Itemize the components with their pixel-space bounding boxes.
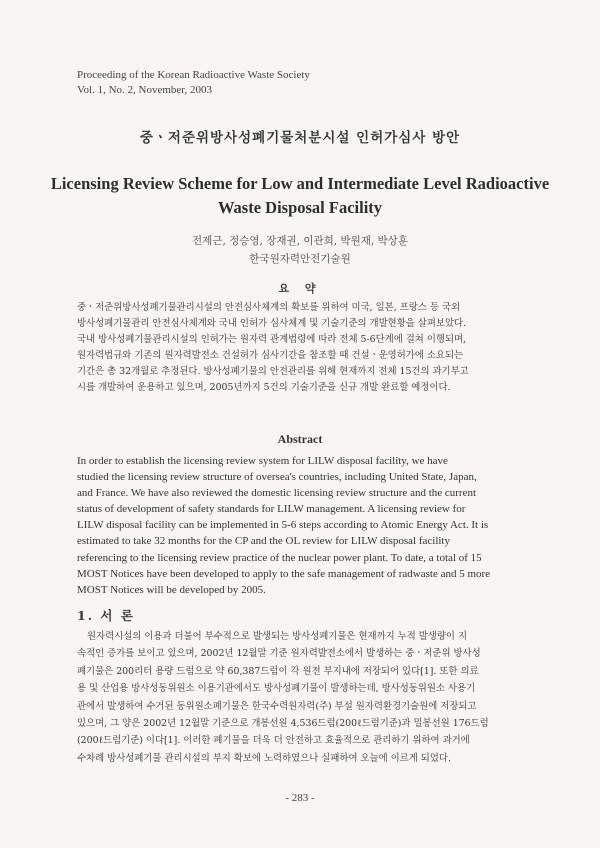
affiliation: 한국원자력안전기술원 (249, 253, 351, 265)
korean-abstract-line: 원자력법규와 기존의 원자력발전소 건설허가 심사기간을 참조할 때 건설ㆍ운영허가에 소요되는 (77, 350, 464, 361)
english-title (0, 172, 600, 220)
intro-line: 원자력시설의 이용과 더불어 부수적으로 발생되는 방사성폐기물은 현재까지 누적 발생량이 지 (87, 631, 468, 642)
korean-abstract-line: 방사성폐기물관리 안전심사체계와 국내 인허가 심사체계 및 기술기준의 개발현황을 살펴보았다. (77, 318, 467, 329)
korean-abstract-line: 기간은 총 32개월로 추정된다. 방사성폐기물의 안전관리를 위해 현재까지 전체 15건의 과기부고 (77, 366, 469, 377)
section-1-heading: 1. 서 론 (77, 608, 135, 623)
korean-title: 중ㆍ저준위방사성폐기물처분시설 인허가심사 방안 (139, 130, 461, 146)
intro-line: 속적인 증가를 보이고 있으며, 2002년 12월말 기준 원자력발전소에서 발생하는 중ㆍ저준위 방사성 (77, 648, 481, 660)
korean-abstract-heading: 요 약 (278, 282, 322, 295)
intro-line: 있으며, 그 양은 2002년 12월말 기준으로 개봉선원 4,536드럼(200ℓ드럼기준)과 밀봉선원 176드럼 (77, 718, 489, 730)
english-title-line-2: Waste Disposal Facility (217, 198, 383, 217)
korean-abstract (77, 300, 517, 396)
korean-abstract-line: 시를 개발하여 운용하고 있으며, 2005년까지 5건의 기술기준을 신규 개발 완료할 예정이다. (77, 382, 451, 393)
intro-line: 수차례 방사성폐기물 관리시설의 부지 확보에 노력하였으나 실패하여 오늘에 이르게 되었다. (77, 752, 451, 764)
korean-abstract-line: 중ㆍ저준위방사성폐기물관리시설의 안전심사체계의 확보를 위하여 미국, 일본, 프랑스 등 국외 (77, 302, 460, 313)
korean-abstract-line: 국내 방사성폐기물관리시설의 인허가는 원자력 관계법령에 따라 전체 5-6단계에 걸쳐 이행되며, (77, 334, 467, 345)
abstract-heading: Abstract (277, 432, 323, 446)
authors: 전제근, 정승영, 장재권, 이관희, 박원재, 박상훈 (192, 235, 408, 247)
intro-line: 폐기물은 200리터 용량 드럼으로 약 60,387드럼이 각 원전 부지내에 저장되어 있다[1]. 또한 의료 (77, 665, 479, 677)
author-block (0, 232, 600, 268)
journal-header (77, 68, 310, 98)
journal-volume: Vol. 1, No. 2, November, 2003 (77, 84, 213, 96)
page-number: - 283 - (285, 792, 315, 804)
english-abstract: In order to establish the licensing review system for LILW disposal facility, we have studied the licensing review structure of oversea's countries, including United State, Japan, and France. We have also reviewed the domestic licensing review structure and the current status of development of safety standards for LILW management. A licensing review for LILW disposal facility can be implemented in 5-6 steps according to Atomic Energy Act. It is estimated to take 32 months for the CP and the OL review for LILW disposal facility referencing to the licensing review practice of the nuclear power plant. To date, a total of 15 MOST Notices have been developed to apply to the safe management of radwaste and 5 more MOST Notices will be developed by 2005. (77, 455, 491, 596)
introduction-text (77, 628, 517, 767)
intro-line: 관에서 발생하여 수거된 동위원소폐기물은 한국수력원자력(주) 부설 원자력환경기술원에 저장되고 (77, 700, 477, 712)
intro-line: (200ℓ드럼기준) 이다[1]. 이러한 폐기물을 더욱 더 안전하고 효율적으로 관리하기 위하여 과거에 (77, 735, 470, 747)
journal-name: Proceeding of the Korean Radioactive Waste Society (77, 69, 310, 81)
intro-line: 용 및 산업용 방사성동위원소 이용기관에서도 방사성폐기물이 발생하는데, 방사성동위원소 사용기 (77, 683, 476, 695)
english-title-line-1: Licensing Review Scheme for Low and Intermediate Level Radioactive (50, 174, 550, 193)
